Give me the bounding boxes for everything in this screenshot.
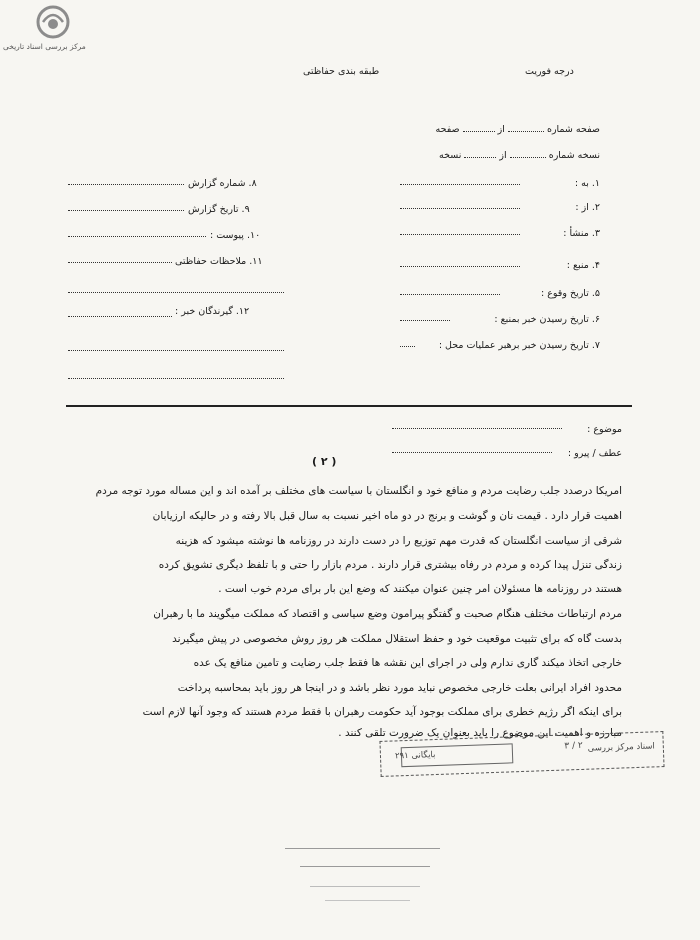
field-source [567,260,600,271]
body-line: هستند در روزنامه ها مسئولان امر چنین عنوان میکنند که وضع این بار برای مردم خوب است . [218,583,622,595]
page-number-from: از [497,124,505,135]
field-security-notes-blank-2 [68,286,284,293]
copy-number-unit: نسخه [439,150,462,161]
subject-label: موضوع : [587,424,622,435]
field-event-date [541,288,600,299]
field-from [575,202,600,213]
field-report-date-blank [68,204,184,211]
field-event-date-blank [400,288,500,295]
body-line: مبارزه و اهمیت این موضوع را باید بعنوان یک ضرورت تلقی کنند . [338,727,622,739]
page-number-row [436,124,601,135]
field-recipients: ۱۲. گیرندگان خبر : [175,306,250,317]
body-line: امریکا درصدد جلب رضایت مردم و منافع خود و انگلستان با سیاست های مختلف بر آمده اند و این مساله مورد توجه مردم [95,485,622,497]
field-label: ۴. منبع : [566,260,600,271]
field-security-notes-blank [68,256,172,263]
field-origin-blank [400,228,520,235]
field-security-notes: ۱۱. ملاحظات حفاظتی [175,256,263,267]
copy-total-blank [464,151,496,158]
field-label: ۷. تاریخ رسیدن خبر برهبر عملیات محل : [438,340,600,351]
body-line: محدود افراد ایرانی بعلت خارجی مخصوص نباید مورد نظر باشد و در اینجا هر روز باید بمحاسبه پرداخت [177,682,622,694]
field-report-date: ۹. تاریخ گزارش [188,204,250,215]
page-number-blank [508,125,544,132]
stamp-text-left: بایگانی ۲۹۱ [394,750,436,762]
field-report-number: ۸. شماره گزارش [188,178,257,189]
page-total-blank [463,125,495,132]
page-number-label: صفحه شماره [546,124,600,135]
field-attachment-blank [68,230,206,237]
followup-label: عطف / پیرو : [567,448,622,459]
field-source-blank [400,260,520,267]
archive-emblem-icon [33,4,73,40]
field-label: ۲. از : [575,202,600,213]
subject-blank [392,422,562,429]
field-recipients-blank-3 [68,372,284,379]
copy-number-from: از [499,150,507,161]
field-news-to-source-blank [400,314,450,321]
classification-label: طبقه بندی حفاظتی [303,66,380,77]
footer-mark [285,848,440,849]
field-report-number-blank [68,178,184,185]
page-mark: ( ۲ ) [312,455,337,468]
footer-mark [300,866,430,867]
body-line: برای اینکه اگر رژیم خطری برای مملکت بوجود آید حکومت رهبران با فقط مردم هستند که وجود آنها لازم است [142,706,622,718]
copy-number-row [439,150,600,161]
field-recipients-blank-2 [68,344,284,351]
stamp-number: ۳ / ۲ [564,740,583,752]
footer-mark [310,886,420,887]
field-attachment: ۱۰. پیوست : [210,230,261,241]
priority-label: درجه فوریت [525,66,574,77]
page-number-unit: صفحه [435,124,460,135]
copy-number-label: نسخه شماره [548,150,600,161]
field-label: ۵. تاریخ وقوع : [541,288,600,299]
field-news-to-source-date [494,314,600,325]
field-label: ۶. تاریخ رسیدن خبر بمنبع : [494,314,600,325]
field-news-to-leader-blank [400,340,415,347]
field-origin [563,228,600,239]
body-line: شرقی از سیاست انگلستان که قدرت مهم توزیع را در دست دارند در روزنامه ها نوشته میشود که هزینه [175,535,622,547]
field-to-blank [400,178,520,185]
footer-mark [325,900,410,901]
field-label: ۱. به : [574,178,600,189]
section-divider [66,405,632,407]
copy-number-blank [510,151,546,158]
body-line: زندگی تنزل پیدا کرده و مردم در رفاه بیشتری قرار دارند . مردم بازار را حتی و با تلفظ دیگری تشویق کرده [158,559,622,571]
field-to [575,178,600,189]
followup-blank [392,446,552,453]
body-line: خارجی اتخاذ میکند گاری ندارم ولی در اجرای این نقشه ها فقط جلب رضایت و تامین منافع یک عده [193,657,622,669]
archive-name: مرکز بررسی اسناد تاریخی [3,42,86,51]
body-line: مردم ارتباطات مختلف هنگام صحبت و گفتگو پیرامون وضع سیاسی و اقتصاد که مملکت میگویند ما با رهبران [153,608,622,620]
field-news-to-leader-date [439,340,600,351]
field-label: ۳. منشأ : [563,228,600,239]
body-line: بدست گاه که برای تثبیت موقعیت خود و حفظ استقلال مملکت هر روز روش مخصوصی در پیش میگیرند [172,633,622,645]
archive-logo [3,4,103,56]
body-line: اهمیت قرار دارد . قیمت نان و گوشت و برنج در دو ماه اخیر نسبت به سال قبل بالا رفته و در حالیکه ارزیابان [152,510,622,522]
field-recipients-blank [68,310,172,317]
stamp-text-right: اسناد مرکز بررسی [587,741,655,754]
field-from-blank [400,202,520,209]
